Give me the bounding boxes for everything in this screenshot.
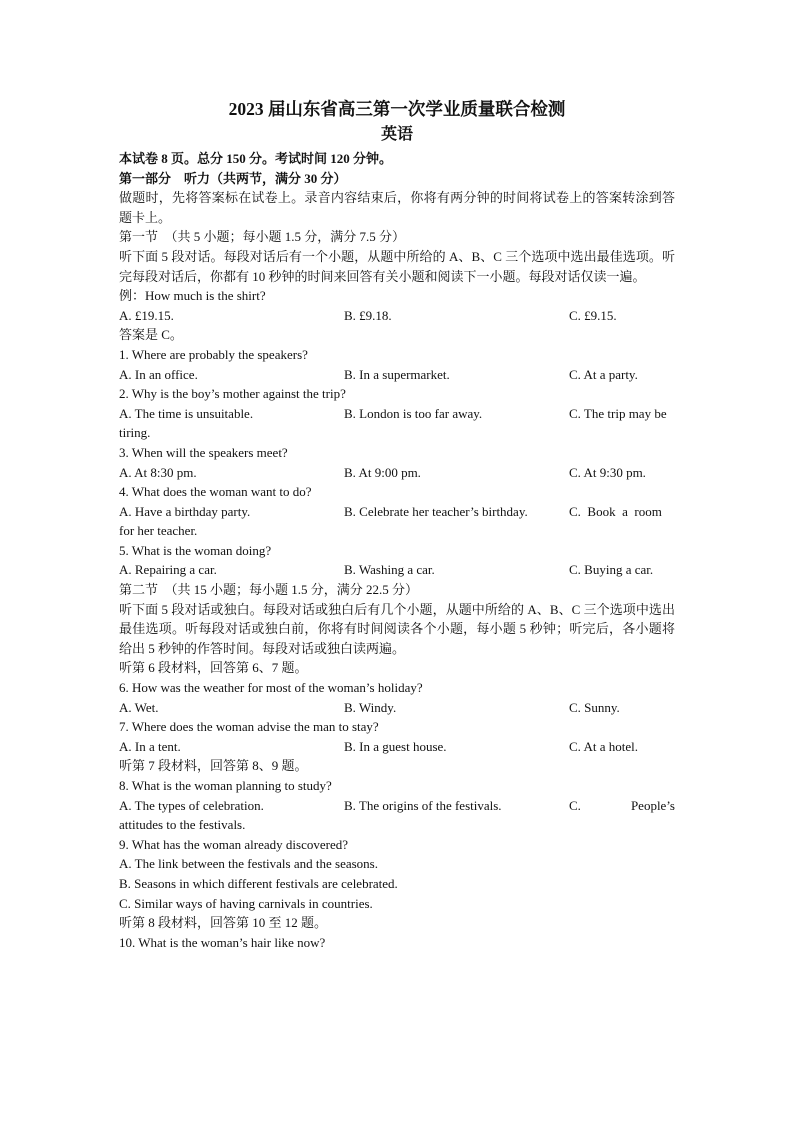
option-b: B. Windy. bbox=[344, 699, 397, 715]
exam-page bbox=[119, 96, 675, 952]
option-c: C. At a hotel. bbox=[569, 738, 638, 754]
option-b: B. At 9:00 pm. bbox=[344, 464, 421, 480]
exam-subject: 英语 bbox=[380, 126, 413, 143]
material-6-lead: 听第 6 段材料，回答第 6、7 题。 bbox=[119, 660, 308, 676]
section2-heading: 第二节 （共 15 小题；每小题 1.5 分，满分 22.5 分） bbox=[119, 582, 419, 598]
option-b: B. In a supermarket. bbox=[344, 366, 450, 382]
material-8-lead: 听第 8 段材料，回答第 10 至 12 题。 bbox=[119, 915, 328, 931]
option-a: A. At 8:30 pm. bbox=[119, 464, 197, 480]
option-c-letter: C. bbox=[569, 797, 581, 813]
option-b: B. London is too far away. bbox=[344, 405, 483, 421]
option-a: A. Have a birthday party. bbox=[119, 503, 251, 519]
question-6-options bbox=[119, 698, 675, 718]
question-2: 2. Why is the boy’s mother against the trip? bbox=[119, 386, 346, 402]
option-a: A. In an office. bbox=[119, 366, 198, 382]
option-c-continued: tiring. bbox=[119, 425, 151, 441]
option-a: A. Wet. bbox=[119, 699, 159, 715]
example-question: 例：How much is the shirt? bbox=[119, 288, 266, 304]
question-3-options bbox=[119, 463, 675, 483]
question-1-options bbox=[119, 365, 675, 385]
option-c bbox=[569, 796, 675, 816]
question-1: 1. Where are probably the speakers? bbox=[119, 346, 308, 362]
question-10: 10. What is the woman’s hair like now? bbox=[119, 934, 326, 950]
example-options bbox=[119, 306, 675, 326]
question-3: 3. When will the speakers meet? bbox=[119, 444, 288, 460]
option-c: C. At a party. bbox=[569, 366, 638, 382]
question-9: 9. What has the woman already discovered? bbox=[119, 836, 348, 852]
option-a: A. The link between the festivals and the seasons. bbox=[119, 856, 378, 872]
question-7: 7. Where does the woman advise the man to stay? bbox=[119, 719, 379, 735]
option-c-continued: attitudes to the festivals. bbox=[119, 817, 246, 833]
question-7-options bbox=[119, 737, 675, 757]
question-5: 5. What is the woman doing? bbox=[119, 542, 272, 558]
part1-instructions: 做题时，先将答案标在试卷上。录音内容结束后，你将有两分钟的时间将试卷上的答案转涂到答题卡上。 bbox=[119, 190, 675, 225]
option-a: A. In a tent. bbox=[119, 738, 181, 754]
option-b: B. The origins of the festivals. bbox=[344, 797, 502, 813]
section1-heading: 第一节 （共 5 小题；每小题 1.5 分，满分 7.5 分） bbox=[119, 229, 406, 245]
option-b: B. £9.18. bbox=[344, 307, 392, 323]
option-a: A. The types of celebration. bbox=[119, 797, 264, 813]
option-b: B. In a guest house. bbox=[344, 738, 447, 754]
option-c: C. Buying a car. bbox=[569, 562, 654, 578]
option-b: B. Seasons in which different festivals are celebrated. bbox=[119, 875, 398, 891]
question-4: 4. What does the woman want to do? bbox=[119, 484, 312, 500]
example-answer: 答案是 C。 bbox=[119, 327, 183, 343]
option-c-text: People’s bbox=[630, 797, 675, 813]
section2-instructions: 听下面 5 段对话或独白。每段对话或独白后有几个小题，从题中所给的 A、B、C 三个选项中选出最佳选项。听每段对话或独白前，你将有时间阅读各个小题，每小题 5 秒钟；听完后，各小题将给出 5 秒钟的作答时间。每段对话或独白读两遍。 bbox=[119, 601, 675, 656]
question-6: 6. How was the weather for most of the woman’s holiday? bbox=[119, 680, 423, 696]
option-c: C. £9.15. bbox=[569, 307, 617, 323]
question-4-options bbox=[119, 502, 675, 522]
option-c: C. Sunny. bbox=[569, 699, 620, 715]
material-7-lead: 听第 7 段材料，回答第 8、9 题。 bbox=[119, 758, 308, 774]
question-8: 8. What is the woman planning to study? bbox=[119, 778, 332, 793]
option-c: C. The trip may be bbox=[569, 405, 667, 421]
option-c: C. Similar ways of having carnivals in countries. bbox=[119, 895, 373, 911]
exam-title: 2023 届山东省高三第一次学业质量联合检测 bbox=[228, 99, 566, 119]
exam-info: 本试卷 8 页。总分 150 分。考试时间 120 分钟。 bbox=[119, 151, 393, 166]
option-a: A. The time is unsuitable. bbox=[119, 405, 254, 421]
section1-instructions: 听下面 5 段对话。每段对话后有一个小题，从题中所给的 A、B、C 三个选项中选出最佳选项。听完每段对话后，你都有 10 秒钟的时间来回答有关小题和阅读下一小题。每段对话仅读一遍。 bbox=[119, 248, 675, 284]
question-8-options bbox=[119, 796, 675, 816]
question-5-options bbox=[119, 560, 675, 580]
option-b: B. Celebrate her teacher’s birthday. bbox=[344, 503, 528, 519]
option-c-continued: for her teacher. bbox=[119, 523, 198, 539]
option-c: C. At 9:30 pm. bbox=[569, 464, 646, 480]
part1-heading: 第一部分 听力（共两节，满分 30 分） bbox=[119, 170, 347, 186]
option-c: C. Book a room bbox=[569, 503, 662, 519]
question-2-options bbox=[119, 404, 675, 424]
option-a: A. Repairing a car. bbox=[119, 562, 217, 578]
option-b: B. Washing a car. bbox=[344, 562, 435, 578]
option-a: A. £19.15. bbox=[119, 307, 174, 323]
